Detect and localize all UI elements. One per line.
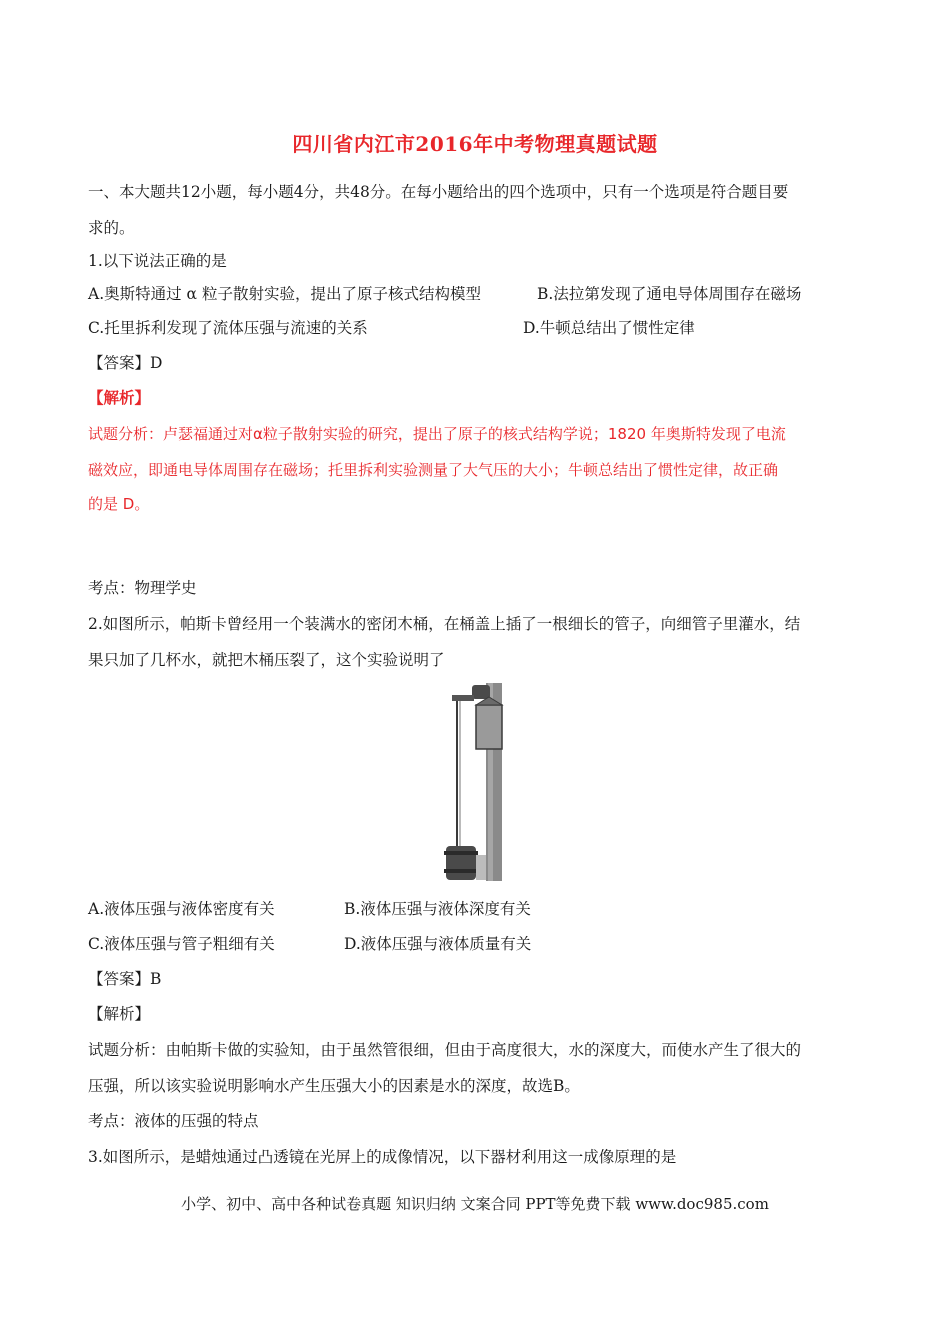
question-2-option-b: B.液体压强与液体深度有关 [344, 900, 531, 918]
question-2-analysis-line1: 试题分析：由帕斯卡做的实验知，由于虽然管很细，但由于高度很大，水的深度大，而使水产生了很大的 [88, 1041, 802, 1059]
section-instructions-cont: 求的。 [88, 219, 135, 237]
question-1-option-c: C.托里拆利发现了流体压强与流速的关系 [88, 319, 368, 337]
question-2-analysis-label: 【解析】 [88, 1005, 151, 1023]
pascal-barrel-figure [440, 683, 506, 881]
question-1-knowledge-point: 考点：物理学史 [88, 579, 197, 597]
question-2-option-a: A.液体压强与液体密度有关 [88, 900, 275, 918]
question-1-option-a: A.奥斯特通过 α 粒子散射实验，提出了原子核式结构模型 [88, 285, 481, 303]
question-1-answer: 【答案】D [88, 354, 163, 372]
question-2-knowledge-point: 考点：液体的压强的特点 [88, 1112, 259, 1130]
question-2-stem-cont: 果只加了几杯水，就把木桶压裂了，这个实验说明了 [88, 651, 445, 669]
question-1-analysis-line2: 磁效应，即通电导体周围存在磁场；托里拆利实验测量了大气压的大小；牛顿总结出了惯性定律，故正确 [88, 461, 779, 479]
page-title: 四川省内江市2016年中考物理真题试题 [292, 132, 658, 156]
question-1-option-b: B.法拉第发现了通电导体周围存在磁场 [537, 285, 802, 303]
question-1-analysis-line3: 的是 D。 [88, 495, 150, 513]
question-2-stem: 2.如图所示，帕斯卡曾经用一个装满水的密闭木桶，在桶盖上插了一根细长的管子，向细管子里灌水，结 [88, 615, 801, 633]
question-1-analysis-label: 【解析】 [88, 388, 151, 407]
question-2-analysis-line2: 压强，所以该实验说明影响水产生压强大小的因素是水的深度，故选B。 [88, 1077, 580, 1095]
question-1-analysis-line1: 试题分析：卢瑟福通过对α粒子散射实验的研究，提出了原子的核式结构学说；1820 年奥斯特发现了电流 [88, 425, 786, 443]
question-1-stem: 1.以下说法正确的是 [88, 252, 227, 270]
page-footer: 小学、初中、高中各种试卷真题 知识归纳 文案合同 PPT等免费下载 www.doc985.com [181, 1195, 769, 1213]
question-1-option-d: D.牛顿总结出了惯性定律 [523, 319, 695, 337]
question-2-answer: 【答案】B [88, 970, 162, 988]
question-2-option-d: D.液体压强与液体质量有关 [344, 935, 532, 953]
question-3-stem: 3.如图所示，是蜡烛通过凸透镜在光屏上的成像情况，以下器材利用这一成像原理的是 [88, 1148, 677, 1166]
question-2-option-c: C.液体压强与管子粗细有关 [88, 935, 275, 953]
section-instructions: 一、本大题共12小题，每小题4分，共48分。在每小题给出的四个选项中，只有一个选项是符合题目要 [88, 183, 789, 201]
